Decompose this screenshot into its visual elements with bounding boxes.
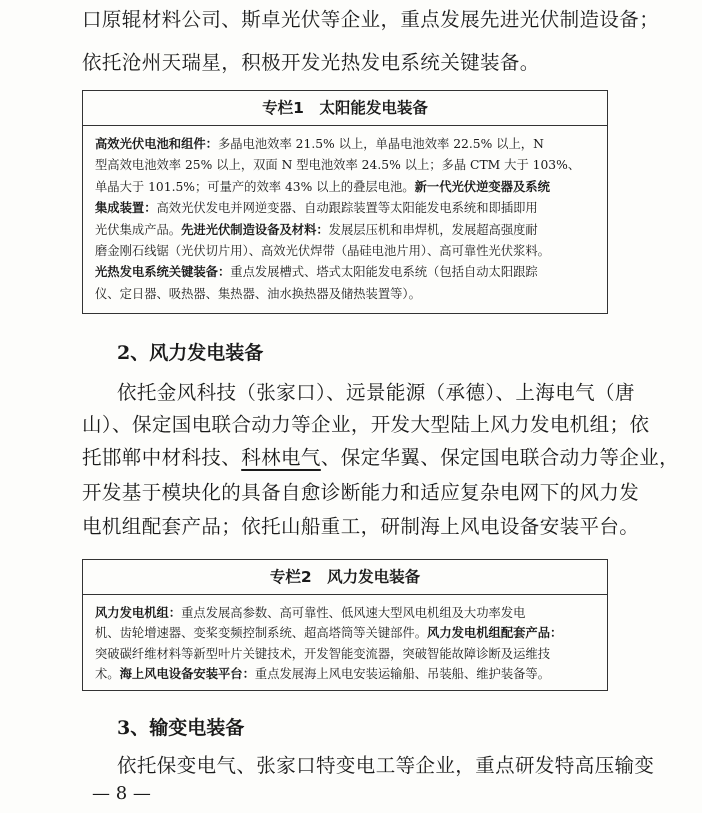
page-number: — 8 —	[92, 783, 151, 804]
intro-line-2: 依托沧州天瑞星，积极开发光热发电系统关键装备。	[82, 51, 540, 74]
underlined-company: 科林电气	[241, 446, 321, 469]
text-line: 多晶电池效率 21.5% 以上，单晶电池效率 22.5% 以上，N	[217, 137, 544, 151]
term-inverter: 新一代光伏逆变器及系统	[414, 179, 550, 194]
sidebar-box-solar	[82, 90, 608, 314]
term-wind-products: 风力发电机组配套产品：	[427, 626, 563, 641]
text-line: 重点发展海上风电安装运输船、吊装船、维护装备等。	[254, 667, 551, 682]
section-3-line-1: 依托保变电气、张家口特变电工等企业，重点研发特高压输变	[117, 754, 655, 777]
text-line: 磨金刚石线锯（光伏切片用）、高效光伏焊带（晶硅电池片用）、高可靠性光伏浆料。	[95, 244, 550, 259]
text-line: 重点发展高参数、高可靠性、低风速大型风电机组及大功率发电	[181, 606, 526, 620]
text-line: 突破碳纤维材料等新型叶片关键技术，开发智能变流器，突破智能故障诊断及运维技	[95, 646, 550, 661]
term-pv-cells: 高效光伏电池和组件：	[95, 137, 218, 151]
box-body-solar	[83, 126, 607, 315]
term-inverter-cont: 集成装置：	[95, 201, 157, 216]
box-body-wind	[83, 595, 607, 695]
text-line: 术。	[95, 667, 120, 682]
term-pv-equipment: 先进光伏制造设备及材料：	[181, 222, 329, 237]
box-title-solar: 专栏1 太阳能发电装备	[83, 91, 607, 126]
text-line: 单晶大于 101.5%；可量产的效率 43% 以上的叠层电池。	[95, 179, 415, 194]
text-line: 光伏集成产品。	[95, 222, 182, 237]
text-line: 发展层压机和串焊机，发展超高强度耐	[328, 222, 538, 237]
section-2-line-2: 山）、保定国电联合动力等企业，开发大型陆上风力发电机组；依	[82, 413, 650, 436]
text-line: 重点发展槽式、塔式太阳能发电系统（包括自动太阳跟踪	[230, 265, 538, 280]
section-2-heading: 2、风力发电装备	[117, 342, 264, 364]
section-2-line-3	[82, 446, 680, 470]
text-span: 托邯郸中材科技、	[82, 446, 242, 469]
section-2-line-1: 依托金风科技（张家口）、远景能源（承德）、上海电气（唐	[117, 381, 635, 404]
text-line: 高效光伏发电并网逆变器、自动跟踪装置等太阳能发电系统和即插即用	[156, 201, 538, 216]
term-offshore: 海上风电设备安装平台：	[119, 667, 255, 682]
section-2-line-5: 电机组配套产品；依托山船重工，研制海上风电设备安装平台。	[82, 515, 640, 538]
sidebar-box-wind	[82, 559, 608, 691]
term-wind-turbine: 风力发电机组：	[95, 606, 182, 620]
text-span: 、保定华翼、保定国电联合动力等企业，	[320, 446, 680, 469]
text-line: 仪、定日器、吸热器、集热器、油水换热器及储热装置等）。	[95, 286, 421, 301]
intro-line-1: 口原辊材料公司、斯卓光伏等企业，重点发展先进光伏制造设备；	[82, 8, 660, 31]
term-solar-thermal: 光热发电系统关键装备：	[95, 265, 231, 280]
text-line: 机、齿轮增速器、变桨变频控制系统、超高塔筒等关键部件。	[95, 626, 428, 641]
section-2-line-4: 开发基于模块化的具备自愈诊断能力和适应复杂电网下的风力发	[82, 481, 640, 504]
box-title-wind: 专栏2 风力发电装备	[83, 560, 607, 595]
section-3-heading: 3、输变电装备	[117, 717, 245, 739]
text-line: 型高效电池效率 25% 以上，双面 N 型电池效率 24.5% 以上；多晶 CTM 大于 103%、	[95, 158, 581, 173]
